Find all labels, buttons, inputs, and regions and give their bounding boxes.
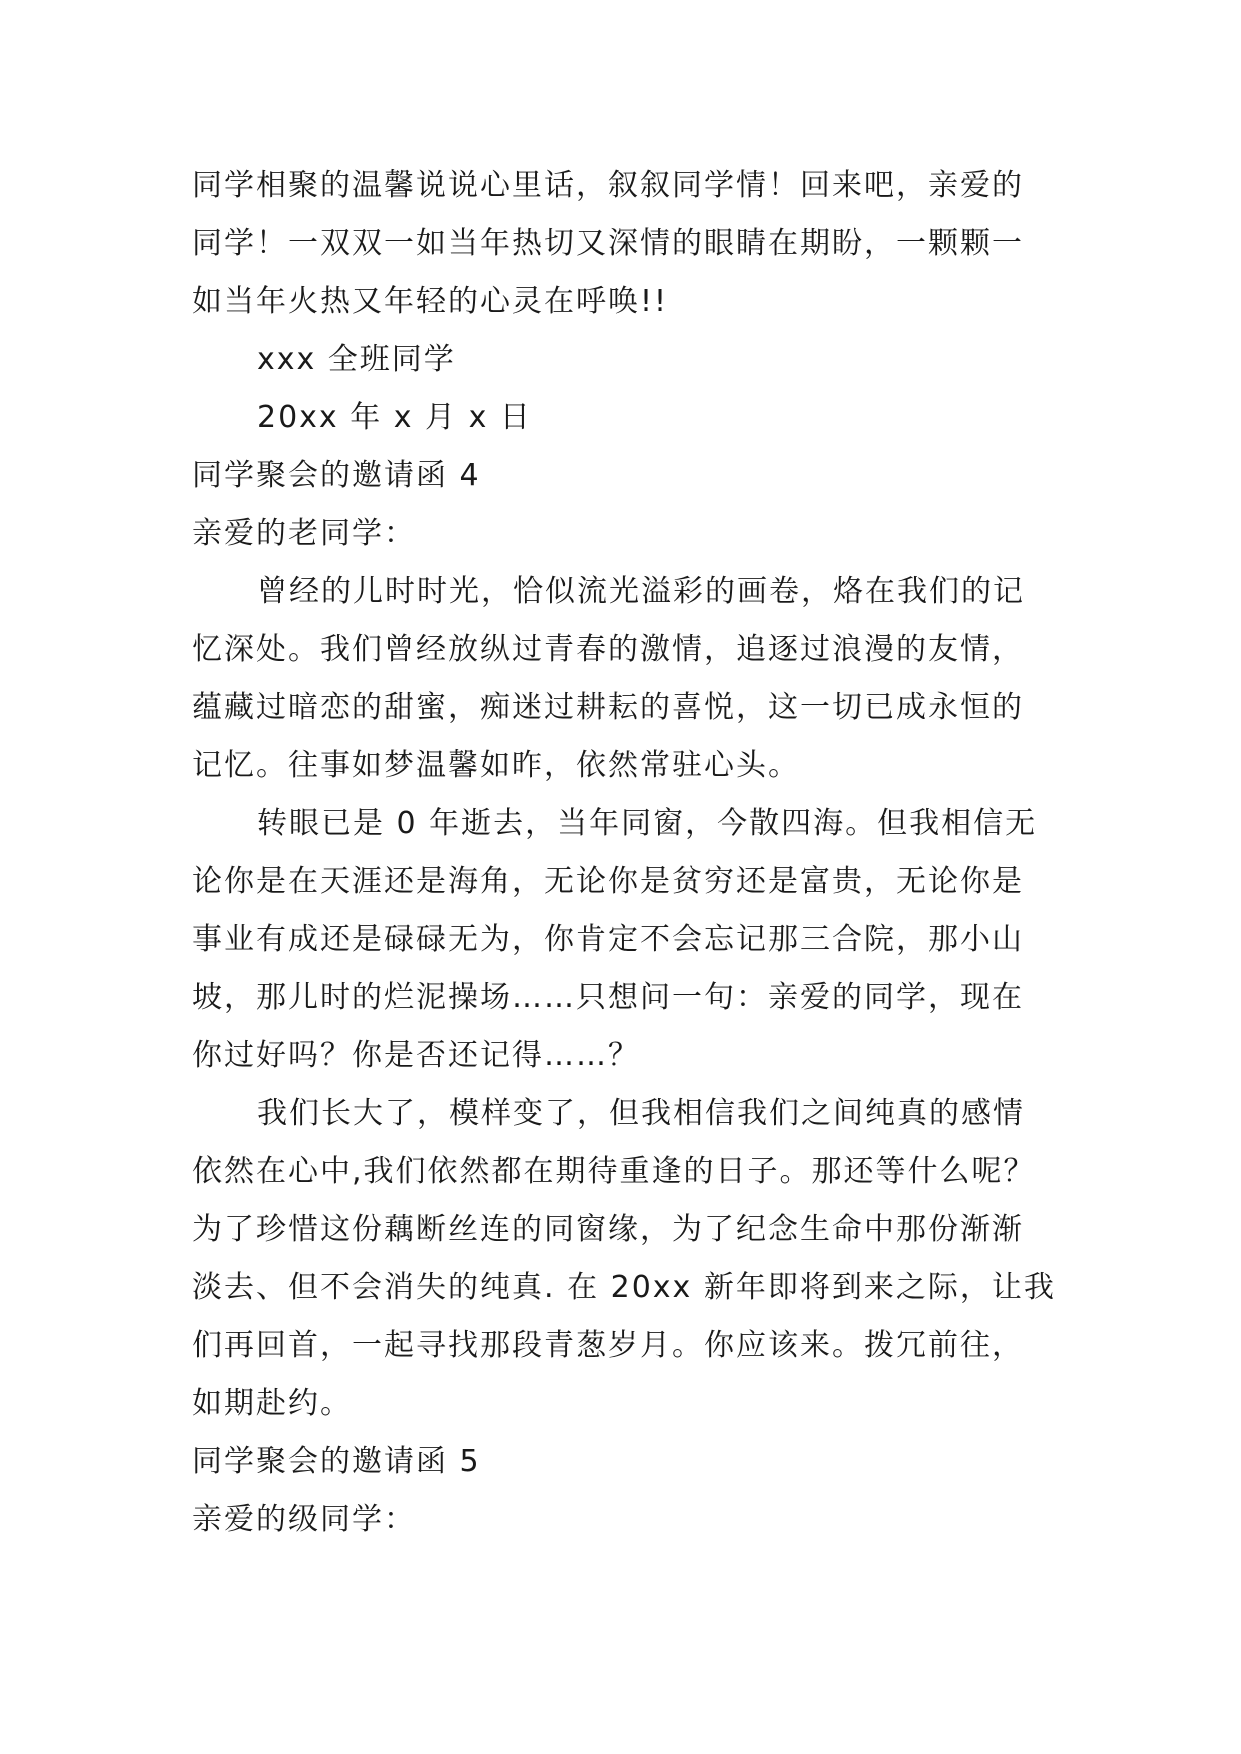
paragraph-line: 曾经的儿时时光，恰似流光溢彩的画卷，烙在我们的记 (257, 574, 1025, 609)
paragraph-line: 依然在心中,我们依然都在期待重逢的日子。那还等什么呢？ (192, 1154, 1036, 1189)
salutation: 亲爱的级同学： (192, 1502, 416, 1537)
paragraph-line: 如期赴约。 (192, 1386, 352, 1421)
paragraph-line: 我们长大了，模样变了，但我相信我们之间纯真的感情 (257, 1096, 1025, 1131)
paragraph-line: 你过好吗？你是否还记得……？ (192, 1038, 640, 1073)
signature-date: 20xx 年 x 月 x 日 (257, 400, 532, 435)
paragraph-line: 忆深处。我们曾经放纵过青春的激情，追逐过浪漫的友情， (192, 632, 1024, 667)
paragraph-line: 事业有成还是碌碌无为，你肯定不会忘记那三合院，那小山 (192, 922, 1024, 957)
section-heading: 同学聚会的邀请函 5 (192, 1444, 481, 1479)
paragraph-line: 淡去、但不会消失的纯真. 在 20xx 新年即将到来之际，让我 (192, 1270, 1056, 1305)
salutation: 亲爱的老同学： (192, 516, 416, 551)
paragraph-line: 为了珍惜这份藕断丝连的同窗缘，为了纪念生命中那份渐渐 (192, 1212, 1024, 1247)
paragraph-line: 同学！一双双一如当年热切又深情的眼睛在期盼，一颗颗一 (192, 226, 1024, 261)
paragraph-line: 论你是在天涯还是海角，无论你是贫穷还是富贵，无论你是 (192, 864, 1024, 899)
paragraph-line: 蕴藏过暗恋的甜蜜，痴迷过耕耘的喜悦，这一切已成永恒的 (192, 690, 1024, 725)
paragraph-line: 转眼已是 0 年逝去，当年同窗，今散四海。但我相信无 (257, 806, 1038, 841)
section-heading: 同学聚会的邀请函 4 (192, 458, 481, 493)
paragraph-line: 坡，那儿时的烂泥操场……只想问一句：亲爱的同学，现在 (192, 980, 1024, 1015)
paragraph-line: 记忆。往事如梦温馨如昨，依然常驻心头。 (192, 748, 800, 783)
signature-sender: xxx 全班同学 (257, 342, 456, 377)
paragraph-line: 同学相聚的温馨说说心里话，叙叙同学情！回来吧，亲爱的 (192, 168, 1024, 203)
paragraph-line: 如当年火热又年轻的心灵在呼唤!! (192, 284, 669, 319)
paragraph-line: 们再回首，一起寻找那段青葱岁月。你应该来。拨冗前往， (192, 1328, 1024, 1363)
